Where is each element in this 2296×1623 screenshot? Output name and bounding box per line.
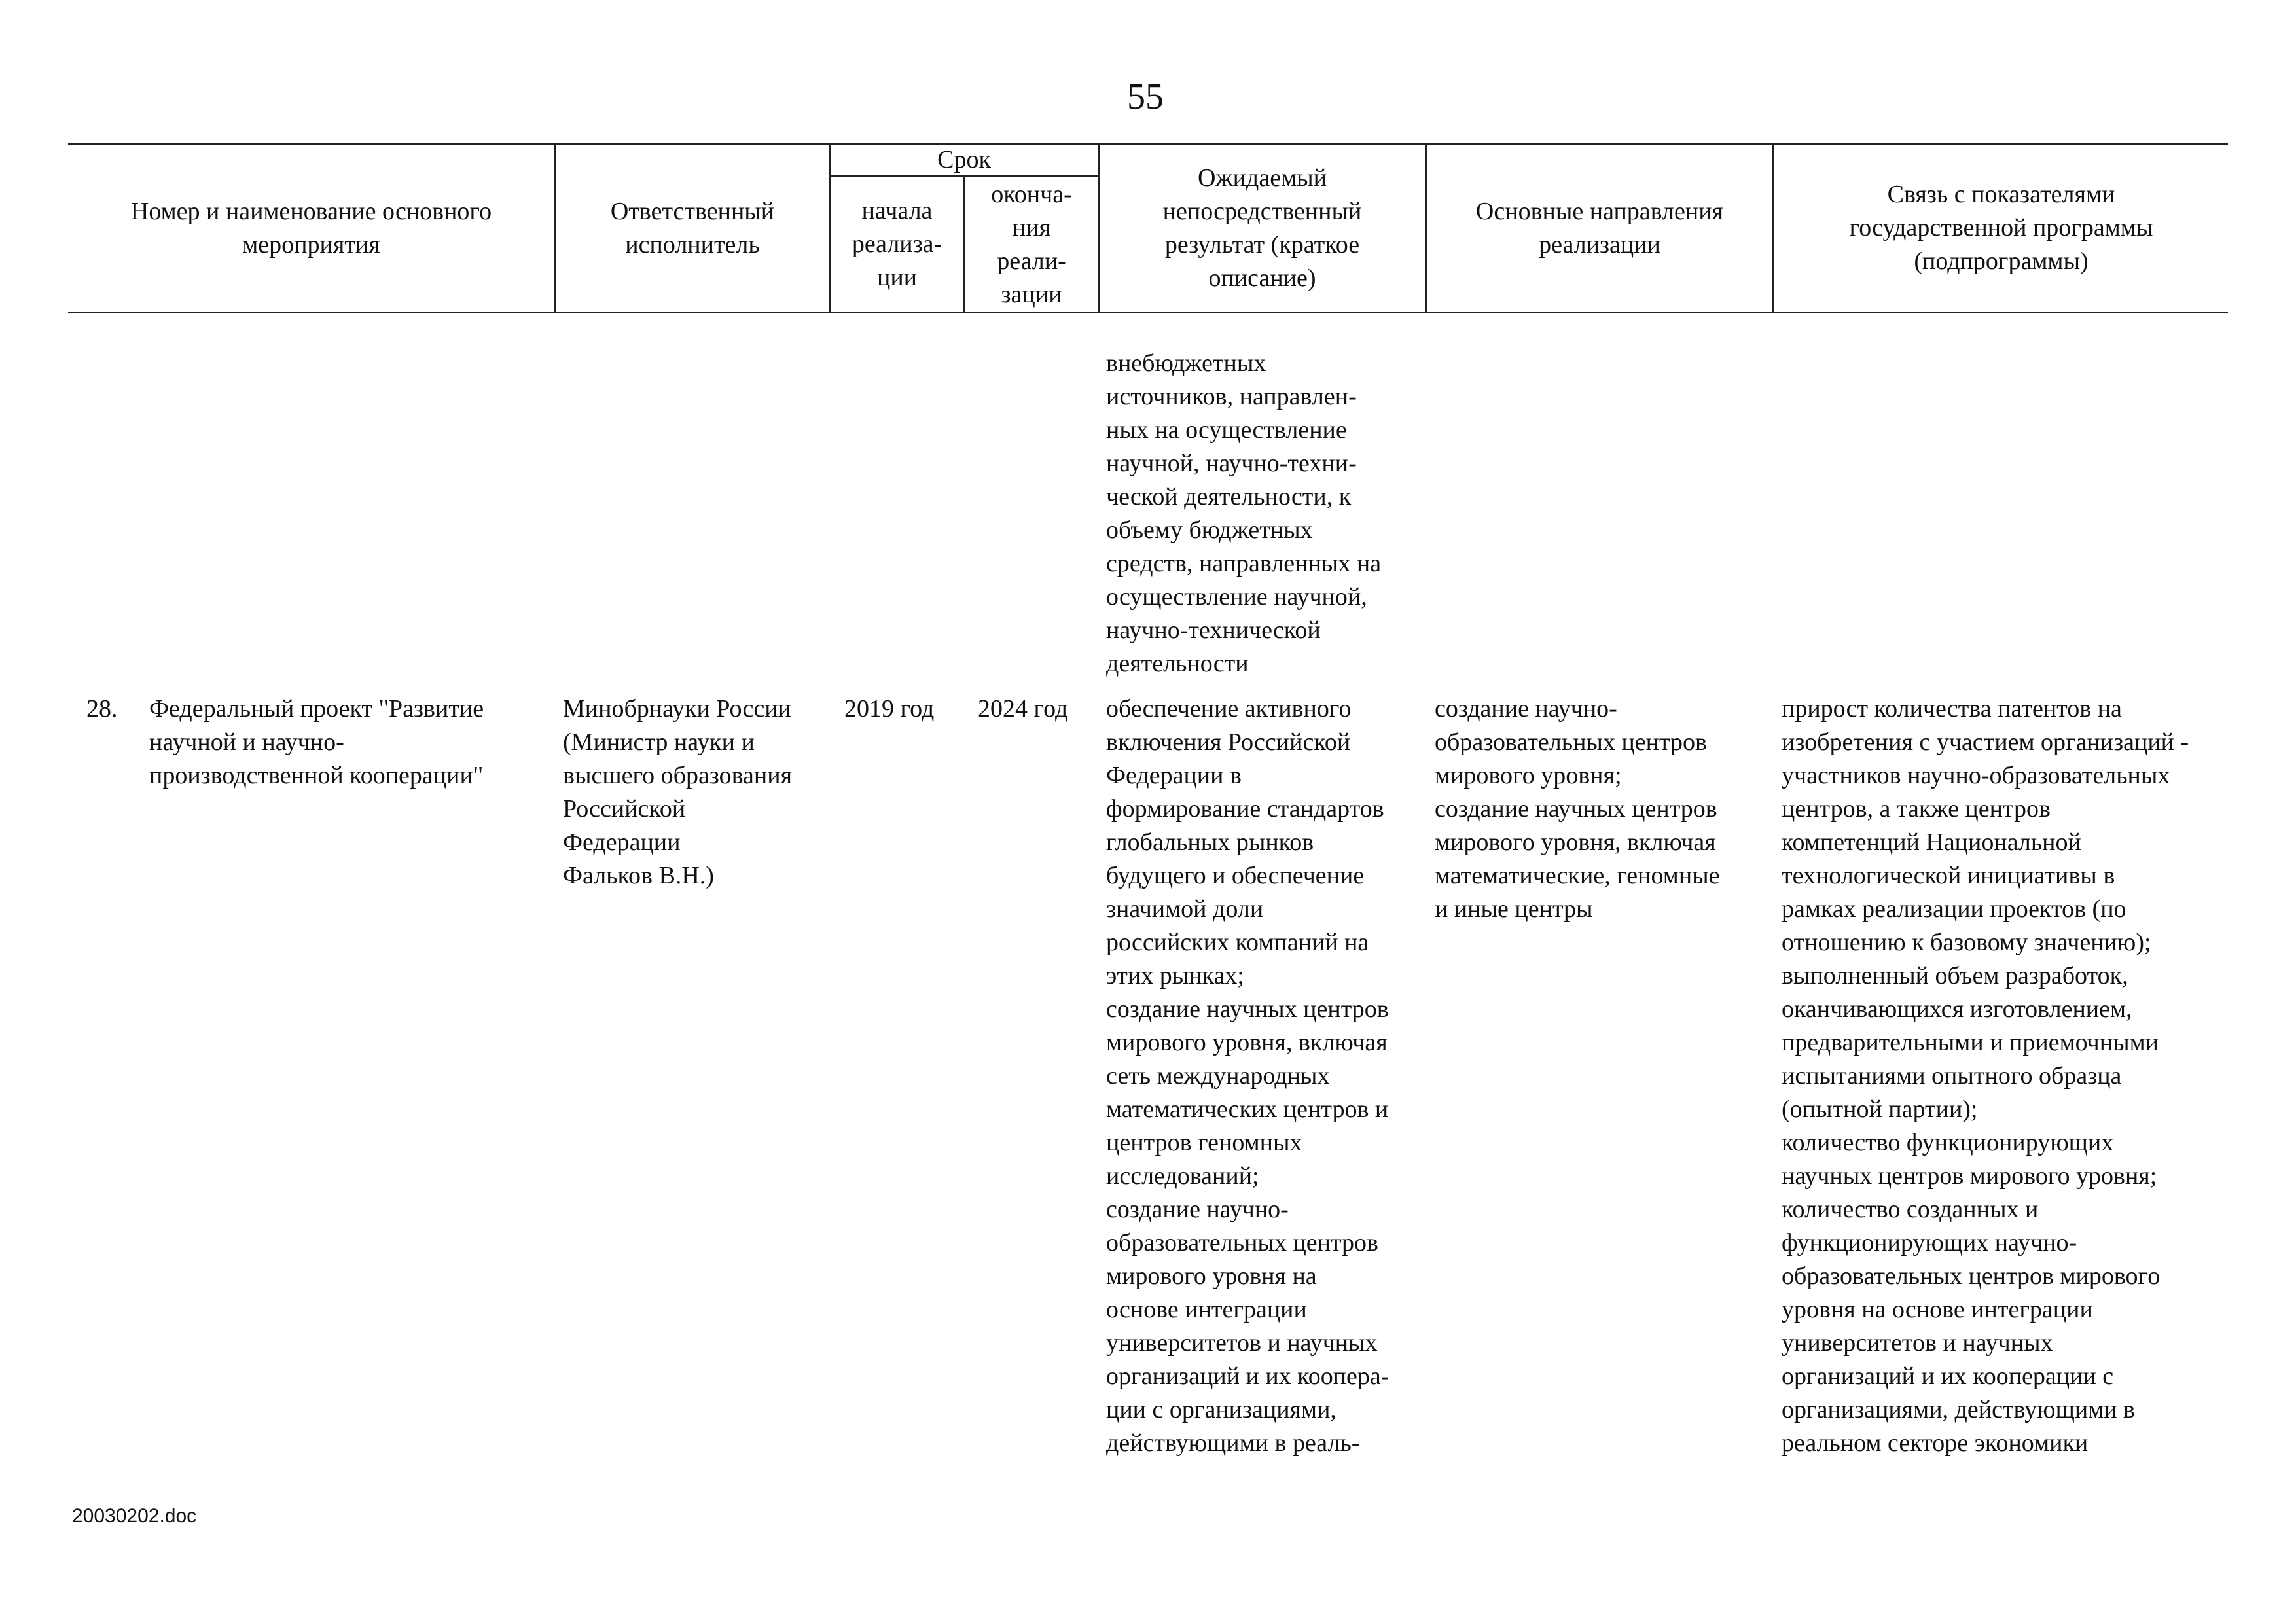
row-expected-result: обеспечение активного включения Российской Федерации в формирование стандартов глобальных рынков будущего и обеспечение значимой доли российских компаний на этих рынках; создание научных центров мирового уровня, включая сеть международных математических центров и центров геномных исследований; создание научно- образовательных центров мирового уровня на основе интеграции университетов и научных организаций и их коопера- ции с организациями, действующими в реаль- — [1106, 695, 1390, 1457]
header-term: Срок — [937, 146, 991, 173]
row-executor: Минобрнауки России (Министр науки и высшего образования Российской Федерации Фальков В.Н.) — [563, 695, 793, 889]
row-start-year: 2019 год — [844, 695, 935, 722]
header-end: оконча- ния реали- зации — [991, 180, 1072, 308]
footer-filename: 20030202.doc — [72, 1505, 197, 1527]
row-event-name: Федеральный проект "Развитие научной и научно- производственной кооперации" — [149, 695, 484, 789]
row-directions: создание научно- образовательных центров мирового уровня; создание научных центров мирового уровня, включая математические, геномные и иные центры — [1435, 695, 1720, 923]
header-event: Номер и наименование основного мероприятия — [130, 197, 492, 259]
continued-result-text: внебюджетных источников, направлен- ных на осуществление научной, научно-техни- ческой деятельности, к объему бюджетных средств, направленных на осуществление научной, научно-технической деятельности — [1106, 349, 1382, 677]
row-number: 28. — [86, 695, 118, 722]
header-result: Ожидаемый непосредственный результат (краткое описание) — [1162, 164, 1362, 292]
header-start: начала реализа- ции — [852, 197, 942, 291]
row-indicators: прирост количества патентов на изобретения с участием организаций - участников научно-образовательных центров, а также центров компетенций Национальной технологической инициативы в рамках реализации проектов (по отношению к базовому значению); выполненный объем разработок, оканчивающихся изготовлением, предварительными и приемочными испытаниями опытного образца (опытной партии); количество функционирующих научных центров мирового уровня; количество созданных и функционирующих научно- образовательных центров мирового уровня на основе интеграции университетов и научных организаций и их кооперации с организациями, действующими в реальном секторе экономики — [1782, 695, 2189, 1457]
header-directions: Основные направления реализации — [1475, 197, 1724, 259]
header-bottom-rule — [68, 312, 2228, 313]
page-number: 55 — [1127, 77, 1164, 117]
header-indicators: Связь с показателями государственной программы (подпрограммы) — [1849, 181, 2153, 275]
row-end-year: 2024 год — [978, 695, 1068, 722]
header-executor: Ответственный исполнитель — [610, 197, 775, 259]
